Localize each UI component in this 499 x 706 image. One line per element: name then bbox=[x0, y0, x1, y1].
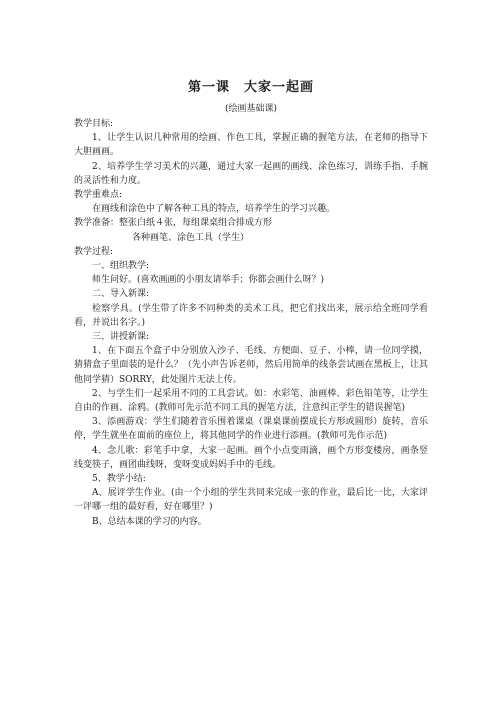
preparation-line-1: 教学准备：整张白纸４张，每组课桌组合排成方形 bbox=[74, 218, 273, 229]
section-1-heading: 一、组织教学: bbox=[92, 261, 150, 272]
objectives-heading: 教学目标: bbox=[74, 119, 114, 129]
page-title: 第一课 大家一起画 bbox=[187, 80, 314, 95]
process-heading: 教学过程: bbox=[74, 246, 114, 257]
objective-item-1: 1、让学生认识几种常用的绘画、作色工具，掌握正确的握笔方法，在老师的指导下大胆画画。 bbox=[74, 133, 428, 158]
lesson-plan bbox=[74, 76, 428, 529]
key-points-text: 在画线和涂色中了解各种工具的特点，培养学生的学习兴趣。 bbox=[92, 204, 336, 215]
section-2-text: 检察学具。(学生带了许多不同种类的美术工具，把它们找出来，展示给全班同学看看，并说出名字。) bbox=[74, 303, 428, 328]
page-subtitle: (绘画基础课) bbox=[224, 104, 278, 114]
section-2-heading: 二、导入新课: bbox=[92, 289, 150, 300]
section-1-text: 师生问好。(喜欢画画的小朋友请举手；你都会画什么呀？) bbox=[92, 275, 325, 286]
key-points-heading: 教学重难点: bbox=[74, 190, 123, 201]
preparation-line-2: 各种画笔、涂色工具（学生） bbox=[132, 232, 250, 243]
section-5-item-a: A、展评学生作业。(由一个小组的学生共同来完成一张的作业，最后比一比，大家评一评哪一组的最好看，好在哪里？) bbox=[74, 488, 428, 513]
section-3-heading: 三、讲授新课: bbox=[92, 332, 150, 343]
section-5-item-b: B、总结本课的学习的内容。 bbox=[92, 516, 207, 527]
section-3-item-2: 2、与学生们一起采用不同的工具尝试。如：水彩笔、油画棒、彩色铅笔等，让学生自由的作画、涂鸦。(教师可先示范不同工具的握笔方法，注意纠正学生的错误握笔) bbox=[74, 388, 428, 414]
objective-item-2: 2、培养学生学习美术的兴趣，通过大家一起画的画线、涂色练习，训练手指、手腕的灵活性和力度。 bbox=[74, 161, 428, 186]
section-3-item-3: 3、添画游戏：学生们随着音乐围着课桌（课桌课前摆成长方形或圆形）旋转，音乐停，学生就坐在面前的座位上，将其他同学的作业进行添画。(教师可先作示范) bbox=[74, 417, 428, 442]
section-3-item-4: 4、念儿歌：彩笔手中拿，大家一起画。画个小点变雨滴，画个方形变楼房，画条竖线变筷子，画团曲线呀，变呀变成妈妈手中的毛线。 bbox=[74, 445, 428, 470]
section-5-heading: 5、教学小结: bbox=[92, 474, 146, 485]
section-3-item-1: 1、在下面五个盒子中分别放入沙子、毛线、方便面、豆子、小棒，请一位同学摸，猜猜盒子里面装的是什么？（先小声告诉老师，然后用简单的线条尝试画在黑板上，让其他同学猜）SORRY，此处图片无法上传。 bbox=[74, 346, 428, 385]
